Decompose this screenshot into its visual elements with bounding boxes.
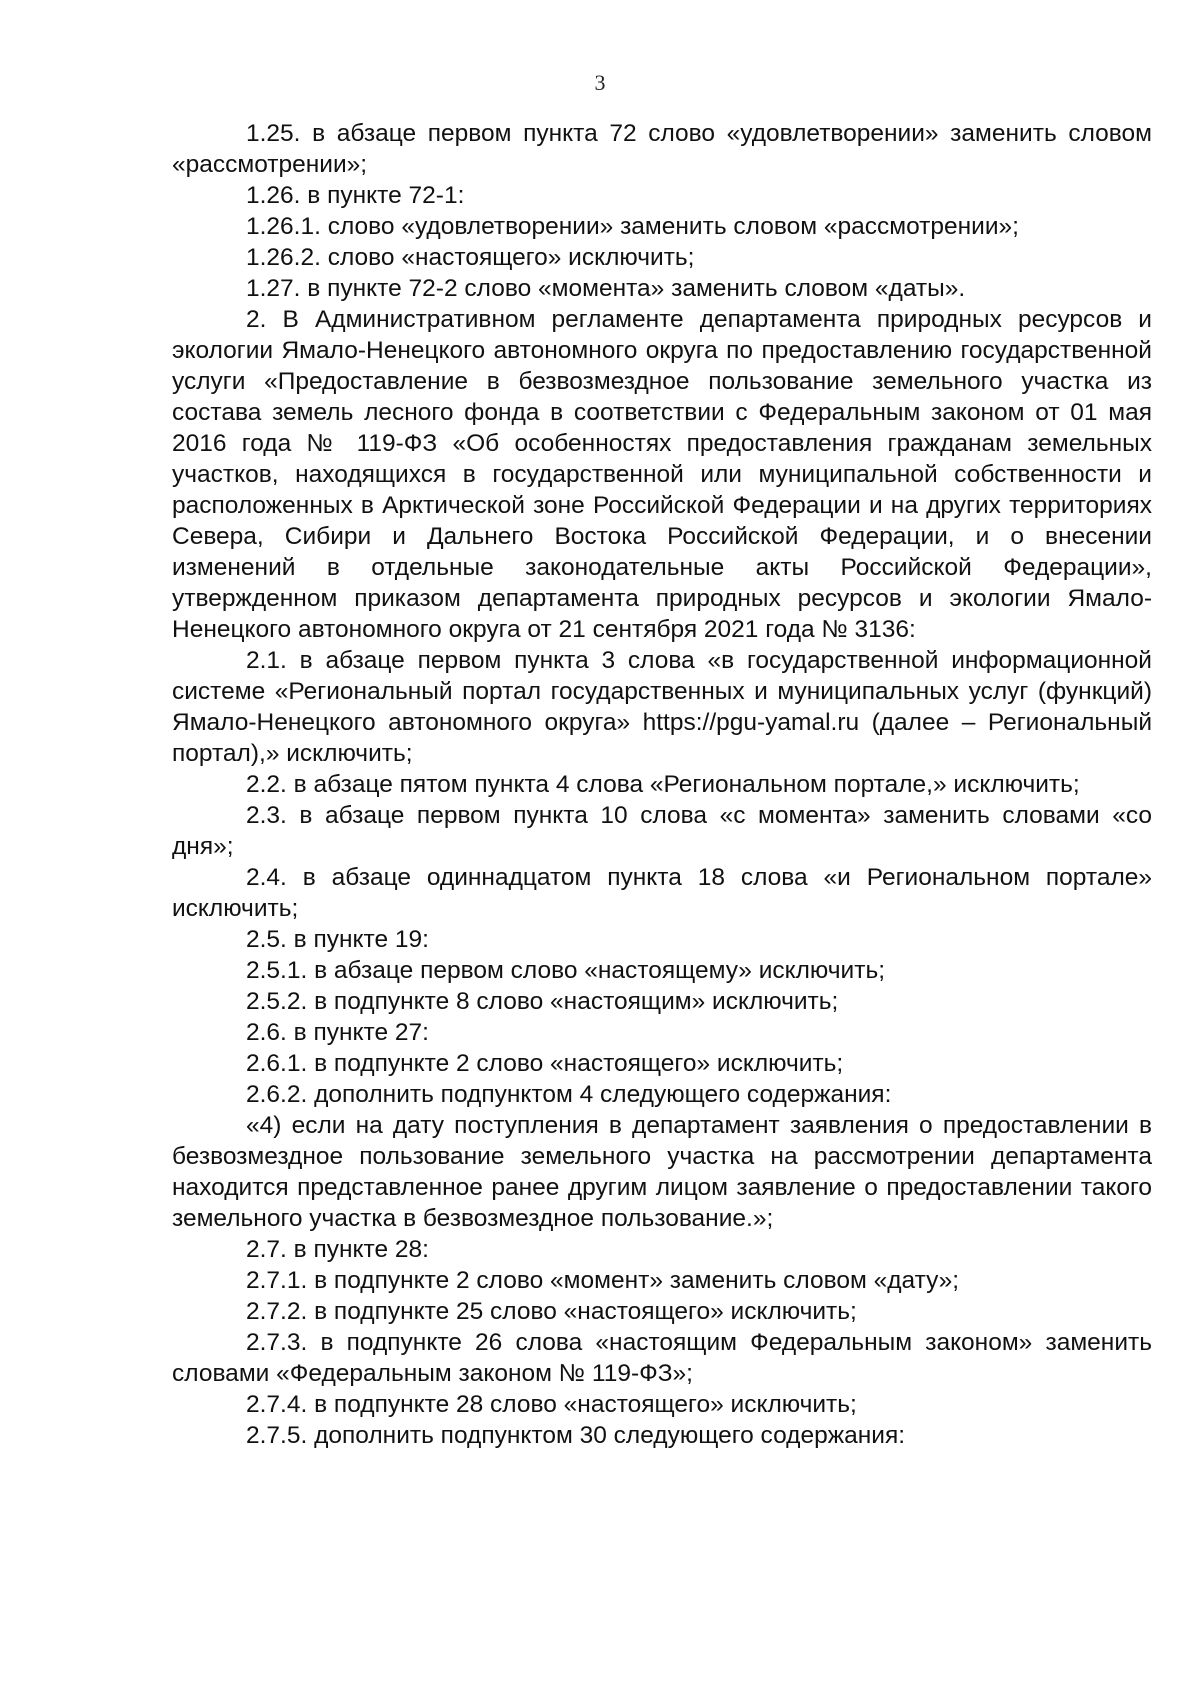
paragraph-1-26-2: 1.26.2. слово «настоящего» исключить;	[246, 244, 695, 271]
paragraph-2-7: 2.7. в пункте 28:	[246, 1236, 429, 1263]
paragraph-2-5-2: 2.5.2. в подпункте 8 слово «настоящим» исключить;	[246, 988, 839, 1015]
paragraph-1-25: 1.25. в абзаце первом пункта 72 слово «удовлетворении» заменить словом «рассмотрении»;	[172, 120, 1152, 178]
paragraph-2-7-1: 2.7.1. в подпункте 2 слово «момент» заменить словом «дату»;	[246, 1267, 960, 1294]
document-body	[172, 118, 1152, 1451]
paragraph-1-26: 1.26. в пункте 72-1:	[246, 182, 465, 209]
page-number: 3	[594, 70, 606, 95]
paragraph-2-6: 2.6. в пункте 27:	[246, 1019, 429, 1046]
paragraph-2-2: 2.2. в абзаце пятом пункта 4 слова «Региональном портале,» исключить;	[246, 771, 1080, 798]
paragraph-2-7-2: 2.7.2. в подпункте 25 слово «настоящего» исключить;	[246, 1298, 857, 1325]
paragraph-2-7-5: 2.7.5. дополнить подпунктом 30 следующего содержания:	[246, 1422, 906, 1449]
paragraph-2-1: 2.1. в абзаце первом пункта 3 слова «в государственной информационной системе «Региональный портал государственных и муниципальных услуг (функций) Ямало-Ненецкого автономного округа» https://pgu-yamal.ru (далее – Региональный портал),» исключить;	[172, 647, 1152, 767]
paragraph-1-27: 1.27. в пункте 72-2 слово «момента» заменить словом «даты».	[246, 275, 966, 302]
paragraph-2-3: 2.3. в абзаце первом пункта 10 слова «с момента» заменить словами «со дня»;	[172, 802, 1152, 860]
paragraph-2-7-3: 2.7.3. в подпункте 26 слова «настоящим Федеральным законом» заменить словами «Федеральным законом № 119-ФЗ»;	[172, 1329, 1152, 1387]
paragraph-2-6-2: 2.6.2. дополнить подпунктом 4 следующего содержания:	[246, 1081, 892, 1108]
paragraph-1-26-1: 1.26.1. слово «удовлетворении» заменить словом «рассмотрении»;	[246, 213, 1019, 240]
paragraph-quote-4: «4) если на дату поступления в департамент заявления о предоставлении в безвозмездное пользование земельного участка на рассмотрении департамента находится представленное ранее другим лицом заявление о предоставлении такого земельного участка в безвозмездное пользование.»;	[172, 1112, 1152, 1232]
paragraph-2-7-4: 2.7.4. в подпункте 28 слово «настоящего» исключить;	[246, 1391, 857, 1418]
paragraph-2-5: 2.5. в пункте 19:	[246, 926, 429, 953]
paragraph-2: 2. В Административном регламенте департамента природных ресурсов и экологии Ямало-Ненецкого автономного округа по предоставлению государственной услуги «Предоставление в безвозмездное пользование земельного участка из состава земель лесного фонда в соответствии с Федеральным законом от 01 мая 2016 года № 119-ФЗ «Об особенностях предоставления гражданам земельных участков, находящихся в государственной или муниципальной собственности и расположенных в Арктической зоне Российской Федерации и на других территориях Севера, Сибири и Дальнего Востока Российской Федерации, и о внесении изменений в отдельные законодательные акты Российской Федерации», утвержденном приказом департамента природных ресурсов и экологии Ямало-Ненецкого автономного округа от 21 сентября 2021 года № 3136:	[172, 306, 1152, 643]
paragraph-2-6-1: 2.6.1. в подпункте 2 слово «настоящего» исключить;	[246, 1050, 844, 1077]
paragraph-2-4: 2.4. в абзаце одиннадцатом пункта 18 слова «и Региональном портале» исключить;	[172, 864, 1152, 922]
paragraph-2-5-1: 2.5.1. в абзаце первом слово «настоящему» исключить;	[246, 957, 886, 984]
